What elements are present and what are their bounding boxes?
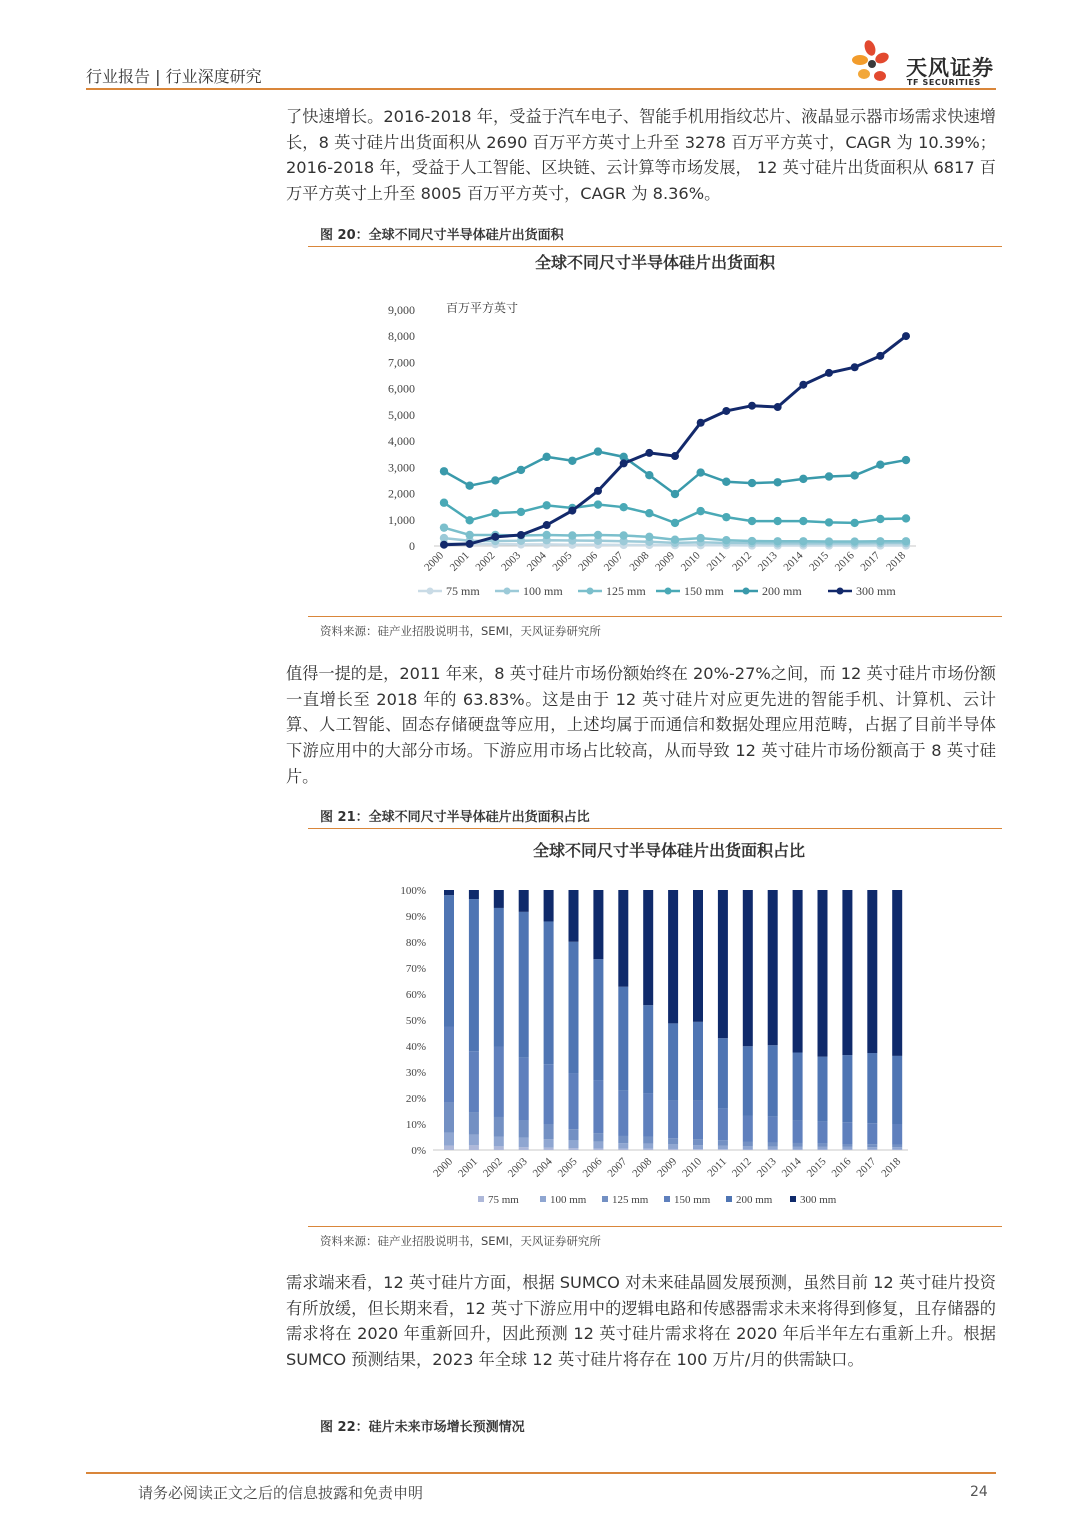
bar-segment: [818, 1147, 828, 1150]
bar-segment: [643, 1136, 653, 1143]
data-point: [799, 537, 807, 545]
data-point: [902, 537, 910, 545]
y-tick-label: 70%: [405, 963, 426, 975]
x-tick-label: 2010: [680, 1155, 705, 1180]
bar-segment: [618, 987, 628, 1091]
data-point: [825, 369, 833, 377]
data-point: [466, 540, 474, 548]
body-paragraph-3: 需求端来看，12 英寸硅片方面，根据 SUMCO 对未来硅晶圆发展预测，虽然目前 12 英寸硅片投资有所放缓，但长期来看，12 英寸下游应用中的逻辑电路和传感器需求未来将得到修复，且存储器的需求将在 2020 年重新回升，因此预测 12 英寸硅片需求将在 2020 年后半年左右重新上升。根据 SUMCO 预测结果，2023 年全球 12 英寸硅片将存在 100 万片/月的供需缺口。: [286, 1273, 996, 1370]
legend-label: 125 mm: [606, 584, 646, 598]
data-point: [850, 519, 858, 527]
x-tick-label: 2005: [555, 1155, 580, 1180]
bar-segment: [494, 1136, 504, 1146]
bar-segment: [768, 1117, 778, 1143]
x-tick-label: 2017: [854, 1155, 879, 1180]
bar-segment: [618, 1091, 628, 1136]
bar-segment: [643, 1144, 653, 1149]
figure-21-bottom-rule: [308, 1226, 1002, 1227]
legend-marker: [504, 588, 511, 595]
data-point: [517, 508, 525, 516]
legend-marker: [587, 588, 594, 595]
chart-title: 全球不同尺寸半导体硅片出货面积: [534, 253, 776, 272]
data-point: [517, 466, 525, 474]
data-point: [671, 452, 679, 460]
figure-20-chart: [308, 248, 1002, 613]
figure-21-title: 图 21：全球不同尺寸半导体硅片出货面积占比: [320, 810, 590, 825]
legend-label: 300 mm: [856, 584, 896, 598]
x-tick-label: 2015: [807, 549, 832, 574]
data-point: [799, 381, 807, 389]
bar-segment: [743, 1142, 753, 1146]
page-number: 24: [970, 1484, 988, 1500]
x-tick-label: 2008: [630, 1155, 655, 1180]
y-tick-label: 10%: [405, 1119, 426, 1131]
bar-segment: [469, 1145, 479, 1150]
bar-segment: [668, 1138, 678, 1144]
data-point: [619, 531, 627, 539]
bar-segment: [469, 1051, 479, 1112]
data-point: [773, 537, 781, 545]
x-tick-label: 2005: [550, 549, 575, 574]
data-point: [748, 402, 756, 410]
bar-segment: [593, 1148, 603, 1150]
x-tick-label: 2018: [879, 1155, 904, 1180]
data-point: [671, 490, 679, 498]
stacked-bar-chart-svg: [308, 830, 1002, 1224]
x-tick-label: 2009: [653, 549, 678, 574]
x-tick-label: 2003: [499, 549, 524, 574]
legend-label: 75 mm: [446, 584, 480, 598]
bar-segment: [718, 1108, 728, 1140]
legend-marker: [665, 588, 672, 595]
x-tick-label: 2008: [627, 549, 652, 574]
bar-segment: [867, 1144, 877, 1147]
bar-segment: [867, 890, 877, 1053]
x-tick-label: 2012: [730, 549, 755, 574]
data-point: [491, 476, 499, 484]
body-paragraph-2: 值得一提的是，2011 年来，8 英寸硅片市场份额始终在 20%-27%之间，而 12 英寸硅片市场份额一直增长至 2018 年的 63.83%。这是由于 12 英寸硅片对应更先进的智能手机、计算机、云计算、人工智能、固态存储硬盘等应用，上述均属于而通信和数据处理应用范畴，占据了目前半导体下游应用中的大部分市场。下游应用市场占比较高，从而导致 12 英寸硅片市场份额高于 8 英寸硅片。: [286, 664, 996, 786]
x-tick-label: 2001: [455, 1155, 481, 1180]
legend-marker: [743, 588, 750, 595]
x-tick-label: 2014: [779, 1155, 804, 1180]
bar-segment: [718, 890, 728, 1038]
x-tick-label: 2011: [705, 1155, 730, 1180]
bar-segment: [519, 890, 529, 912]
bar-segment: [544, 921, 554, 1064]
data-point: [799, 475, 807, 483]
bar-segment: [519, 1138, 529, 1147]
bar-segment: [544, 1124, 554, 1139]
figure-20-bottom-rule: [308, 616, 1002, 617]
bar-segment: [519, 1121, 529, 1138]
header-section-label: 行业报告 | 行业深度研究: [86, 67, 262, 86]
bar-segment: [718, 1038, 728, 1108]
bar-segment: [693, 890, 703, 1022]
bar-segment: [618, 1143, 628, 1148]
y-tick-label: 90%: [405, 911, 426, 923]
data-point: [465, 481, 473, 489]
x-tick-label: 2016: [829, 1155, 854, 1180]
bar-segment: [793, 1053, 803, 1121]
bar-segment: [618, 890, 628, 987]
bar-segment: [892, 890, 902, 1056]
bar-segment: [569, 942, 579, 1073]
bar-segment: [842, 1149, 852, 1150]
footer-divider: [86, 1472, 996, 1474]
data-point: [876, 352, 884, 360]
data-point: [491, 509, 499, 517]
y-axis-unit-label: 百万平方英寸: [446, 301, 519, 315]
legend-swatch: [540, 1196, 546, 1202]
y-tick-label: 0%: [411, 1145, 426, 1157]
data-point: [799, 517, 807, 525]
x-tick-label: 2003: [505, 1155, 530, 1180]
bar-segment: [818, 1149, 828, 1150]
bar-segment: [494, 1117, 504, 1137]
data-point: [851, 363, 859, 371]
x-tick-label: 2010: [678, 549, 703, 574]
x-tick-label: 2000: [422, 549, 447, 574]
legend-label: 150 mm: [674, 1194, 711, 1206]
bar-segment: [842, 1147, 852, 1150]
y-tick-label: 7,000: [388, 355, 415, 370]
data-point: [722, 513, 730, 521]
bar-segment: [444, 1133, 454, 1146]
data-point: [825, 537, 833, 545]
figure-21-source: 资料来源：硅产业招股说明书，SEMI，天风证券研究所: [320, 1234, 601, 1248]
bar-segment: [818, 1122, 828, 1144]
bar-segment: [867, 1123, 877, 1144]
y-tick-label: 6,000: [388, 381, 415, 396]
data-point: [645, 509, 653, 517]
data-point: [568, 507, 576, 515]
legend-label: 100 mm: [523, 584, 563, 598]
bar-segment: [569, 1073, 579, 1129]
bar-segment: [818, 1144, 828, 1147]
legend-swatch: [478, 1196, 484, 1202]
bar-segment: [444, 895, 454, 1026]
x-tick-label: 2013: [754, 1155, 779, 1180]
bar-segment: [892, 1124, 902, 1145]
bar-segment: [768, 890, 778, 1045]
figure-20-title: 图 20：全球不同尺寸半导体硅片出货面积: [320, 228, 564, 243]
data-point: [594, 487, 602, 495]
x-tick-label: 2018: [884, 549, 909, 574]
data-point: [825, 472, 833, 480]
legend-label: 150 mm: [684, 584, 724, 598]
bar-segment: [842, 1122, 852, 1144]
bar-segment: [569, 1140, 579, 1148]
bar-segment: [444, 1146, 454, 1150]
y-tick-label: 3,000: [388, 460, 415, 475]
data-point: [697, 419, 705, 427]
y-tick-label: 4,000: [388, 434, 415, 449]
logo-name: 天风证券: [906, 56, 994, 80]
logo-subname: TF SECURITIES: [907, 78, 981, 87]
bar-segment: [618, 1136, 628, 1143]
y-tick-label: 9,000: [388, 303, 415, 317]
data-point: [825, 518, 833, 526]
x-tick-label: 2015: [804, 1155, 829, 1180]
bar-segment: [842, 1055, 852, 1122]
bar-segment: [693, 1022, 703, 1101]
x-tick-label: 2017: [858, 549, 883, 574]
figure-20-source: 资料来源：硅产业招股说明书，SEMI，天风证券研究所: [320, 624, 601, 638]
bar-segment: [668, 1023, 678, 1100]
bar-segment: [793, 1149, 803, 1150]
bar-segment: [519, 1147, 529, 1150]
bar-segment: [718, 1149, 728, 1150]
bar-segment: [768, 1149, 778, 1150]
bar-segment: [693, 1101, 703, 1139]
y-tick-label: 100%: [400, 885, 426, 897]
bar-segment: [544, 1064, 554, 1124]
bar-segment: [494, 1146, 504, 1150]
x-tick-label: 2016: [832, 549, 857, 574]
bar-segment: [892, 1147, 902, 1149]
bar-segment: [842, 1144, 852, 1147]
x-tick-label: 2013: [755, 549, 780, 574]
x-tick-label: 2014: [781, 549, 806, 574]
data-point: [491, 533, 499, 541]
data-point: [465, 516, 473, 524]
data-point: [517, 531, 525, 539]
legend-label: 125 mm: [612, 1194, 649, 1206]
bar-segment: [718, 1140, 728, 1146]
y-tick-label: 20%: [405, 1093, 426, 1105]
data-point: [696, 468, 704, 476]
x-tick-label: 2012: [729, 1155, 754, 1180]
bar-segment: [768, 1142, 778, 1146]
figure-21-chart: [308, 830, 1002, 1224]
bar-segment: [519, 1058, 529, 1121]
legend-swatch: [790, 1196, 796, 1202]
bar-segment: [643, 890, 653, 1005]
chart-title: 全球不同尺寸半导体硅片出货面积占比: [532, 841, 806, 860]
bar-segment: [818, 890, 828, 1057]
data-point: [543, 521, 551, 529]
y-tick-label: 50%: [405, 1015, 426, 1027]
bar-segment: [892, 1149, 902, 1150]
bar-segment: [569, 1148, 579, 1150]
bar-segment: [743, 890, 753, 1046]
legend-marker: [837, 588, 844, 595]
x-tick-label: 2007: [601, 549, 626, 574]
bar-segment: [444, 890, 454, 895]
data-point: [722, 478, 730, 486]
data-point: [748, 479, 756, 487]
x-tick-label: 2009: [655, 1155, 680, 1180]
bar-segment: [892, 1056, 902, 1124]
bar-segment: [668, 890, 678, 1023]
legend-label: 100 mm: [550, 1194, 587, 1206]
data-point: [440, 523, 448, 531]
line-chart-svg: [308, 248, 1002, 613]
data-point: [876, 537, 884, 545]
bar-segment: [818, 1057, 828, 1122]
bar-segment: [444, 1102, 454, 1132]
y-tick-label: 5,000: [388, 407, 415, 422]
bar-segment: [618, 1149, 628, 1150]
bar-segment: [593, 1080, 603, 1133]
y-tick-label: 40%: [405, 1041, 426, 1053]
bar-segment: [544, 1148, 554, 1150]
body-paragraph-1: 了快速增长。2016-2018 年，受益于汽车电子、智能手机用指纹芯片、液晶显示器市场需求快速增长，8 英寸硅片出货面积从 2690 百万平方英寸上升至 3278 百万平方英寸，CAGR 为 10.39%；2016-2018 年，受益于人工智能、区块链、云计算等市场发展， 12 英寸硅片出货面积从 6817 百万平方英寸上升至 8005 百万平方英寸，CAGR 为 8.36%。: [286, 107, 996, 204]
data-point: [671, 536, 679, 544]
y-tick-label: 30%: [405, 1067, 426, 1079]
data-point: [542, 453, 550, 461]
bar-segment: [768, 1045, 778, 1117]
bar-segment: [892, 1145, 902, 1148]
bar-segment: [768, 1147, 778, 1150]
data-point: [542, 501, 550, 509]
bar-segment: [743, 1046, 753, 1116]
x-tick-label: 2007: [605, 1155, 630, 1180]
data-point: [774, 403, 782, 411]
bar-segment: [668, 1101, 678, 1139]
data-point: [748, 517, 756, 525]
bar-segment: [593, 890, 603, 959]
bar-segment: [793, 1147, 803, 1150]
y-tick-label: 0: [409, 539, 415, 553]
bar-segment: [494, 908, 504, 1047]
data-point: [671, 519, 679, 527]
bar-segment: [444, 1027, 454, 1103]
data-point: [645, 449, 653, 457]
bar-segment: [569, 1129, 579, 1140]
data-point: [440, 467, 448, 475]
bar-segment: [842, 890, 852, 1055]
data-point: [722, 407, 730, 415]
figure-20-top-rule: [308, 246, 1002, 247]
bar-segment: [494, 1047, 504, 1117]
bar-segment: [469, 890, 479, 899]
bar-segment: [469, 1112, 479, 1135]
legend-marker: [427, 588, 434, 595]
x-tick-label: 2011: [704, 549, 729, 574]
bar-segment: [867, 1149, 877, 1150]
figure-21-top-rule: [308, 828, 1002, 829]
bar-segment: [793, 1143, 803, 1147]
bar-segment: [693, 1139, 703, 1145]
bar-segment: [519, 912, 529, 1058]
bar-segment: [544, 1139, 554, 1148]
data-point: [748, 537, 756, 545]
legend-swatch: [602, 1196, 608, 1202]
data-point: [850, 471, 858, 479]
bar-segment: [593, 1133, 603, 1142]
data-point: [645, 471, 653, 479]
legend-label: 300 mm: [800, 1194, 837, 1206]
bar-segment: [693, 1145, 703, 1149]
bar-segment: [593, 1142, 603, 1149]
bar-segment: [793, 890, 803, 1053]
bar-segment: [668, 1144, 678, 1149]
y-tick-label: 80%: [405, 937, 426, 949]
data-point: [594, 500, 602, 508]
data-point: [696, 507, 704, 515]
data-point: [902, 332, 910, 340]
legend-label: 200 mm: [736, 1194, 773, 1206]
data-point: [722, 536, 730, 544]
data-point: [465, 531, 473, 539]
bar-segment: [743, 1116, 753, 1142]
y-tick-label: 1,000: [388, 512, 415, 527]
data-point: [696, 534, 704, 542]
bar-segment: [469, 1135, 479, 1146]
data-point: [773, 517, 781, 525]
data-point: [876, 515, 884, 523]
x-tick-label: 2004: [524, 549, 549, 574]
bar-segment: [867, 1053, 877, 1123]
x-tick-label: 2002: [473, 549, 498, 574]
footer-disclaimer: 请务必阅读正文之后的信息披露和免责申明: [138, 1484, 424, 1502]
y-tick-label: 60%: [405, 989, 426, 1001]
bar-segment: [743, 1149, 753, 1150]
legend-swatch: [726, 1196, 732, 1202]
x-tick-label: 2006: [580, 1155, 605, 1180]
bar-segment: [643, 1005, 653, 1093]
x-tick-label: 2002: [480, 1155, 505, 1180]
data-point: [440, 499, 448, 507]
legend-label: 75 mm: [488, 1194, 519, 1206]
x-tick-label: 2001: [447, 549, 472, 574]
x-tick-label: 2006: [576, 549, 601, 574]
legend-swatch: [664, 1196, 670, 1202]
bar-segment: [718, 1146, 728, 1149]
data-point: [594, 447, 602, 455]
bar-segment: [743, 1146, 753, 1149]
data-point: [619, 503, 627, 511]
data-point: [594, 531, 602, 539]
data-point: [568, 531, 576, 539]
data-point: [902, 456, 910, 464]
x-tick-label: 2000: [431, 1155, 456, 1180]
bar-segment: [793, 1121, 803, 1143]
bar-segment: [469, 899, 479, 1051]
bar-segment: [693, 1149, 703, 1150]
bar-segment: [544, 890, 554, 921]
legend-label: 200 mm: [762, 584, 802, 598]
bar-segment: [494, 890, 504, 908]
data-point: [773, 478, 781, 486]
data-point: [542, 531, 550, 539]
data-point: [440, 541, 448, 549]
data-point: [645, 533, 653, 541]
data-point: [620, 459, 628, 467]
bar-segment: [668, 1149, 678, 1150]
x-tick-label: 2004: [530, 1155, 555, 1180]
figure-22-title: 图 22：硅片未来市场增长预测情况: [320, 1420, 525, 1435]
bar-segment: [593, 959, 603, 1080]
bar-segment: [643, 1149, 653, 1150]
data-point: [568, 457, 576, 465]
y-tick-label: 2,000: [388, 486, 415, 501]
y-tick-label: 8,000: [388, 329, 415, 344]
data-point: [902, 514, 910, 522]
data-point: [850, 537, 858, 545]
bar-segment: [643, 1093, 653, 1136]
data-point: [876, 461, 884, 469]
bar-segment: [867, 1147, 877, 1149]
bar-segment: [569, 890, 579, 942]
